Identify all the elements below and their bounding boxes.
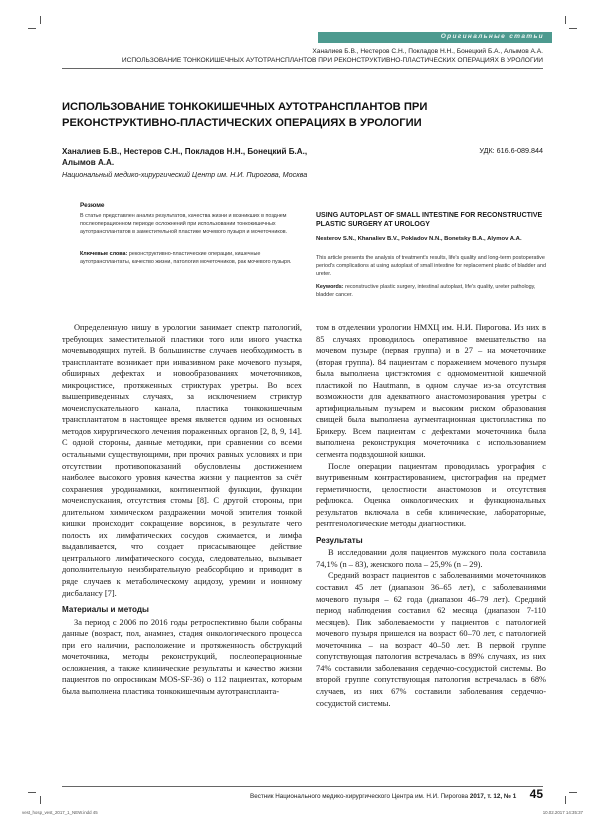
section-label: Оригинальные статьи [440,33,544,40]
abstract-en-title: USING AUTOPLAST OF SMALL INTESTINE FOR RECONSTRUCTIVE PLASTIC SURGERY AT UROLOGY [316,212,543,229]
keywords-ru-text: реконструктивно-пластические операции, кишечные аутотрансплантаты, качество жизни, патология мочеточников, рак мочевого пузыря. [80,251,292,265]
article-affiliation: Национальный медико-хирургический Центр им. Н.И. Пирогова, Москва [62,170,308,179]
crop-mark [40,796,41,804]
crop-mark [28,28,36,29]
article-authors: Ханалиев Б.В., Нестеров С.Н., Поклaдов Н.Н., Бонецкий Б.А., Алымов А.А. [62,147,308,167]
page-number: 45 [529,787,543,801]
keywords-ru [80,251,302,267]
body-paragraph: том в отделении урологии НМХЦ им. Н.И. Пирогова. Из них в 85 случаях проводилось оперативное вмешательство на мочевом пузыре (первая группа) и в 27 – на мочеточнике (вторая группа). 84 пациентам с поражением мочевого пузыря была выполнена цистэктомия с одномоментной кишечной пластикой по Hautmann, в одном случае из-за отсутствия возможности для адекватного анастомозирования уретры с артифициальным пузырем и высоким риском образования свищей была выполнена аугментационная цистопластика по Брикеру. Всем пациентам с дефектами мочеточника была выполнена реконструкция мочеточника с использованием сегмента подвздошной кишки. [316,323,546,460]
footer-journal [250,793,516,800]
body-column-right [316,322,546,709]
footer-year-volume: 2017, т. 12, № 1 [469,793,517,800]
keywords-en [316,284,546,300]
crop-mark [565,796,566,804]
slug-timestamp: 10.02.2017 14:35:37 [542,810,583,815]
body-paragraph: Средний возраст пациентов с заболеваниями мочеточников составил 45 лет (диапазон 36–65 лет), с заболеваниями мочевого пузыря – 62 года (диапазон 46–79 лет). Средний период наблюдения составил 62 месяца (диапазон 7-110 месяцев). Пик заболеваемости у пациентов с патологией мочевого пузыря пришелся на возраст 60–70 лет, с патологией мочеточника – на возраст 40–50 лет. В первой группе сопутствующая патология встречалась в 89% случаях, из них 74% составили заболевания сердечно-сосудистой системы. Во второй группе сопутствующая патология встречалась в 68% случаев, из них 67% составили заболевания сердечно-сосудистой системы. [316,571,546,708]
abstract-en-text: This article presents the analysis of treatment's results, life's quality and long-term postoperative period's complications at using autoplast of small intestine for replacement plastic of bladder and ureter. [316,255,546,277]
crop-mark [565,16,566,24]
keywords-ru-label: Ключевые слова: [80,251,128,257]
body-paragraph: Определенную нишу в урологии занимает спектр патологий, требующих заместительной пластики того или иного участка мочевыводящих путей. В большинстве случаев необходимость в трансплантате возникает при инвазивном раке мочевого пузыря, обширных дефектах и новообразованиях мочеточников, микроцистисе, протяженных стриктурах уретры. Во всех вышеприведенных случаях, за исключением стриктур мочеиспускательного канала, пластика тонкокишечным трансплантатом в настоящее время является одним из основных методов хирургического лечения пораженных органов [2, 8, 9, 14]. С одной стороны, данные методики, при сравнении со всеми остальными существующими, при прочих равных условиях и при отсутствии противопоказаний обусловлены достижением наиболее высокого уровня качества жизни у пациентов за счёт сохранения уродинамики, континентной функции, функции мочеиспускания, отсутствия стомы [8]. С другой стороны, при длительном химическом раздражении мочой эпителия тонкой кишки происходит сокращение ворсинок, в результате чего полость их лимфатических сосудов сжимается, и лимфа выдавливается, что создает присасывающее действие центрального лимфатического сосуда, следовательно, вызывает дополнительную неизбирательную реабсорбцию и приводит в ряде случаев к метаболическому ацидозу, уремии и ионному дисбалансу [7]. [62,323,302,598]
results-heading: Результаты [316,535,363,545]
footer-journal-name: Вестник Национального медико-хирургического Центра им. Н.И. Пирогова [250,793,469,800]
methods-heading: Материалы и методы [62,605,149,615]
body-paragraph: В исследовании доля пациентов мужского пола составила 74,1% (n – 83), женского пола – 25,9% (n – 29). [316,548,546,569]
abstract-en-authors: Nesterov S.N., Khanaliev B.V., Pokladov N.N., Bonetsky B.A., Alymov A.A. [316,236,522,242]
abstract-ru-text: В статье представлен анализ результатов, качества жизни и возникших в позднем послеоперационном периоде осложнений при использовании тонкокишечных аутотрансплантатов в заместительной пластике мочевого пузыря и мочеточников. [80,213,288,235]
body-paragraph: После операции пациентам проводилась урография с внутривенным контрастированием, цистография на предмет герметичности, целостности анастомозов и отсутствия рефлюкса. Оценка онкологических и функциональных результатов включала в себя клинические, лабораторные, рентгенологические методы диагностики. [316,461,546,529]
slug-file: vest_hosp_vest_2017_1_NEW.indd 45 [22,810,98,815]
running-head-authors: Ханалиев Б.В., Нестеров С.Н., Поклaдов Н.Н., Бонецкий Б.А., Алымов А.А. [312,48,543,55]
crop-mark [40,16,41,24]
footer-rule [62,786,543,787]
body-paragraph: За период с 2006 по 2016 годы ретроспективно были собраны данные (возраст, пол, анамнез, стадия онкологического процесса при его наличии, расположение и протяженность обструкций мочеточника, методы реконструкций, послеоперационные осложнения, а также клинические результаты и качество жизни пациентов по опросникам MOS-SF-36) о 112 пациентах, которым была выполнена пластика тонкокишечным аутотранспланта- [62,617,302,696]
crop-mark [569,792,577,793]
body-column-left [62,322,302,698]
header-rule [62,68,543,69]
keywords-en-text: reconstructive plastic surgery, intestinal autoplast, life's quality, ureter pathology, bladder cancer. [316,284,536,298]
section-band [318,32,552,43]
abstract-ru-heading: Резюме [80,202,105,209]
article-title: ИСПОЛЬЗОВАНИЕ ТОНКОКИШЕЧНЫХ АУТОТРАНСПЛАНТОВ ПРИ РЕКОНСТРУКТИВНО-ПЛАСТИЧЕСКИХ ОПЕРАЦИЯХ В УРОЛОГИИ [62,101,428,129]
udk-code: УДК: 616.6-089.844 [479,146,543,155]
crop-mark [28,792,36,793]
running-head-title: ИСПОЛЬЗОВАНИЕ ТОНКОКИШЕЧНЫХ АУТОТРАНСПЛАНТОВ ПРИ РЕКОНСТРУКТИВНО-ПЛАСТИЧЕСКИХ ОПЕРАЦИЯХ В УРОЛОГИИ [121,57,543,64]
crop-mark [569,28,577,29]
keywords-en-label: Keywords: [316,284,344,290]
